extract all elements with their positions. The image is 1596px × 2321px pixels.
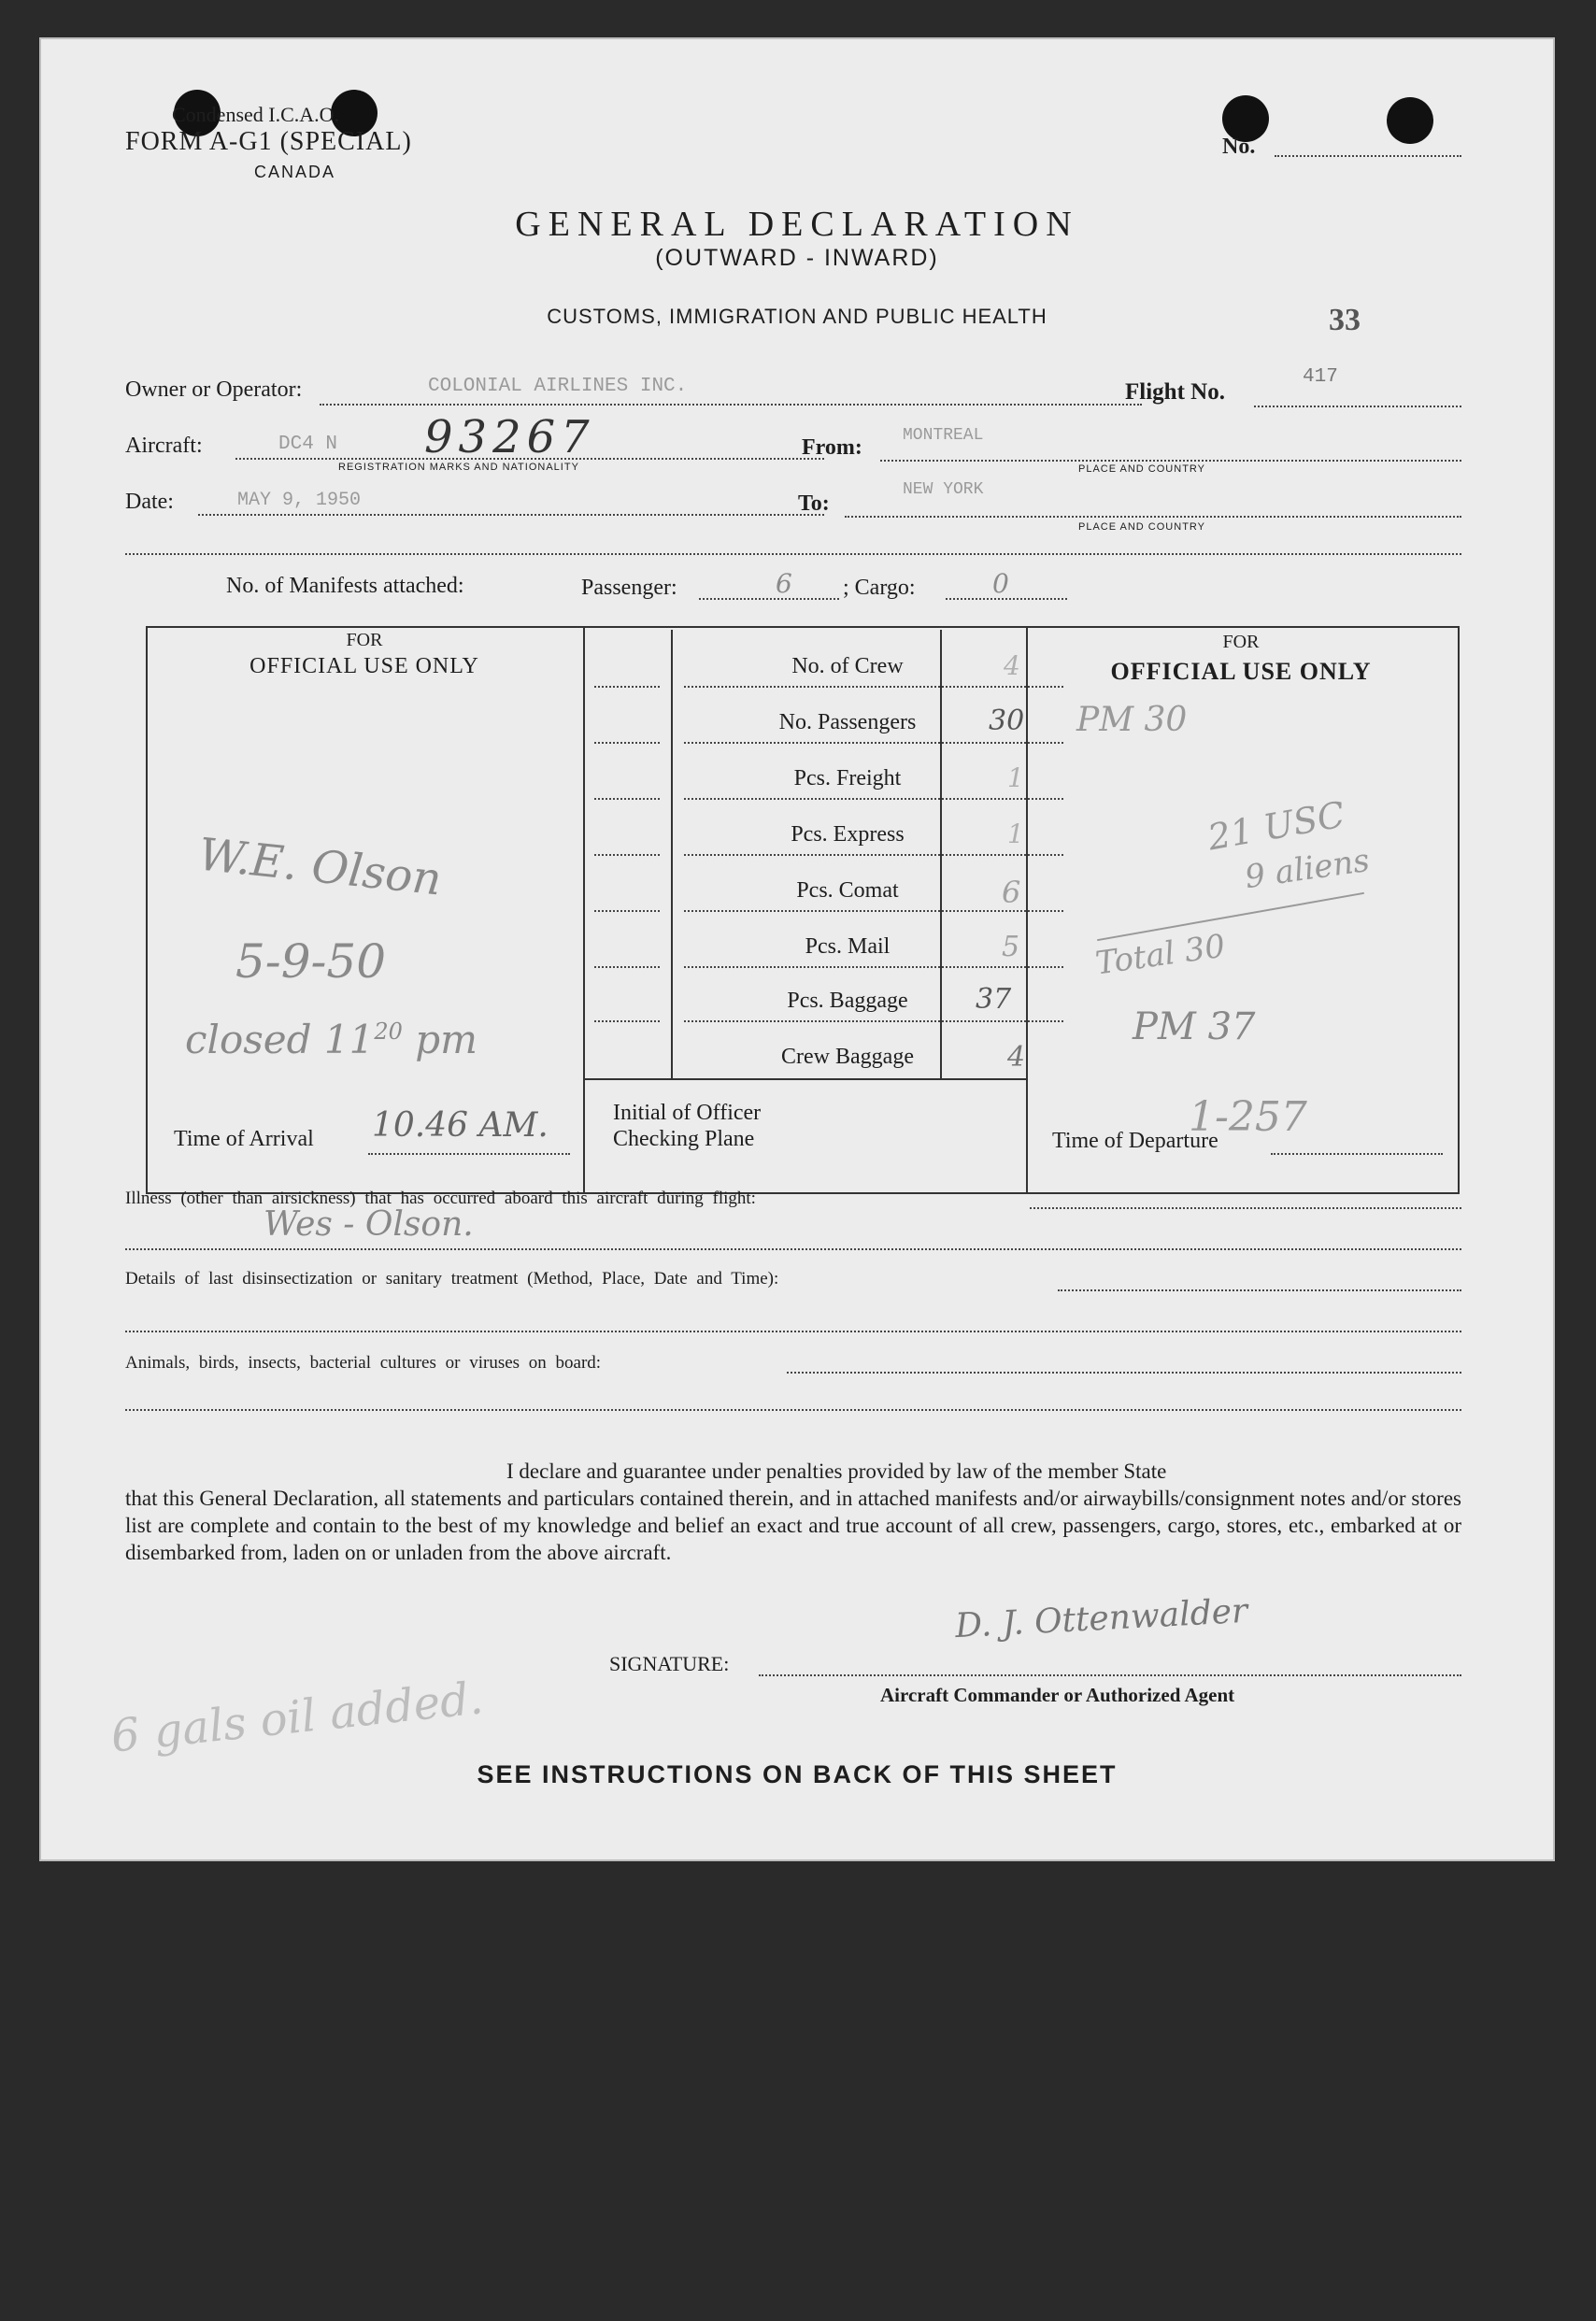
left-for-label: FOR <box>346 630 383 650</box>
note-usc: 21 USC <box>1204 793 1348 859</box>
row-separator <box>684 966 1063 968</box>
illness-value: Wes - Olson. <box>264 1205 474 1244</box>
row-separator <box>594 854 660 856</box>
aircraft-type: DC4 N <box>278 434 338 455</box>
passenger-manifests-value: 6 <box>776 568 792 599</box>
separator-line <box>125 553 1461 555</box>
passenger-label: Passenger: <box>581 576 677 600</box>
form-no-line <box>1275 155 1461 157</box>
closed-note <box>185 1017 477 1062</box>
closed-minutes: 20 <box>374 1018 403 1045</box>
declaration-form <box>39 37 1555 1861</box>
row-label-passengers: No. Passengers <box>778 710 917 734</box>
declaration-first-line: I declare and guarantee under penalties provided by law of the member State <box>506 1460 1167 1483</box>
declaration-body: that this General Declaration, all statements and particulars contained therein, and in attached manifests and/or airwaybills/consignment notes and/or stores list are complete and contain to the best of my knowledge and belief an exact and true account of all crew, passengers, cargo, stores, etc., embarked at or disembarked from, laden on or unladen from the above aircraft. <box>125 1487 1461 1564</box>
to-line <box>845 516 1461 518</box>
row-label-comat: Pcs. Comat <box>796 878 899 903</box>
row-value-crew: 4 <box>1004 650 1020 681</box>
form-title: GENERAL DECLARATION <box>515 205 1079 244</box>
signature-caption: Aircraft Commander or Authorized Agent <box>880 1684 1235 1706</box>
row-label-mail: Pcs. Mail <box>805 934 891 959</box>
table-rows-bottom <box>583 1078 1026 1080</box>
signature-line <box>759 1674 1461 1676</box>
row-value-express: 1 <box>1007 819 1024 849</box>
row-separator <box>594 1020 660 1022</box>
note-pm37: PM 37 <box>1133 1005 1256 1048</box>
from-line <box>880 460 1461 462</box>
row-label-crew: No. of Crew <box>791 654 904 678</box>
row-value-crew-baggage: 4 <box>1007 1041 1026 1074</box>
aircraft-registration: 93267 <box>424 411 595 463</box>
closed-pm: pm <box>415 1017 477 1062</box>
row-separator <box>684 798 1063 800</box>
row-value-comat: 6 <box>1002 875 1021 910</box>
row-separator <box>594 966 660 968</box>
checking-plane-label: Checking Plane <box>613 1127 755 1151</box>
place-caption-from: PLACE AND COUNTRY <box>1078 463 1205 475</box>
row-label-baggage: Pcs. Baggage <box>787 989 908 1013</box>
initial-officer-label: Initial of Officer <box>613 1101 762 1125</box>
illness-label: Illness (other than airsickness) that has occurred aboard this aircraft during flight: <box>125 1189 756 1208</box>
table-divider-right <box>1026 626 1028 1192</box>
time-arrival-label: Time of Arrival <box>174 1127 314 1151</box>
registration-caption: REGISTRATION MARKS AND NATIONALITY <box>338 462 579 473</box>
table-divider-labels <box>671 630 673 1080</box>
row-value-mail: 5 <box>1002 931 1020 963</box>
form-subtitle: (OUTWARD - INWARD) <box>655 245 939 271</box>
row-separator <box>594 686 660 688</box>
row-separator <box>684 854 1063 856</box>
row-separator <box>594 742 660 744</box>
aircraft-label: Aircraft: <box>125 434 203 458</box>
illness-line <box>1030 1207 1461 1209</box>
closed-text: closed 11 <box>185 1017 375 1062</box>
row-separator <box>684 1020 1063 1022</box>
animals-line <box>787 1372 1461 1374</box>
signature-label: SIGNATURE: <box>609 1652 730 1675</box>
time-departure-line <box>1271 1153 1443 1155</box>
owner-value: COLONIAL AIRLINES INC. <box>428 376 688 397</box>
right-official-label: OFFICIAL USE ONLY <box>1110 658 1372 685</box>
note-departure-time: 1-257 <box>1189 1093 1307 1141</box>
disinsect-line-2 <box>125 1331 1461 1332</box>
row-separator <box>684 910 1063 912</box>
flight-value: 417 <box>1303 366 1338 388</box>
illness-line-2 <box>125 1248 1461 1250</box>
officer-signature: W.E. Olson <box>195 828 445 906</box>
manifests-label: No. of Manifests attached: <box>226 574 464 598</box>
owner-label: Owner or Operator: <box>125 377 303 402</box>
note-pm30: PM 30 <box>1076 701 1188 739</box>
animals-line-2 <box>125 1409 1461 1411</box>
row-label-freight: Pcs. Freight <box>793 766 902 790</box>
time-arrival-value: 10.46 AM. <box>372 1106 549 1145</box>
note-aliens: 9 aliens <box>1242 841 1373 897</box>
to-label: To: <box>798 491 830 516</box>
page-number: 33 <box>1329 303 1361 337</box>
officer-date: 5-9-50 <box>235 934 387 989</box>
from-value: MONTREAL <box>903 426 984 445</box>
row-separator <box>594 798 660 800</box>
row-separator <box>594 910 660 912</box>
right-for-label: FOR <box>1222 632 1260 652</box>
condensed-icao: Condensed I.C.A.O. <box>172 103 340 126</box>
row-value-baggage: 37 <box>976 983 1012 1016</box>
cargo-label: ; Cargo: <box>843 576 916 600</box>
passenger-line <box>699 598 839 600</box>
to-value: NEW YORK <box>903 480 984 499</box>
table-divider-left <box>583 626 585 1192</box>
animals-label: Animals, birds, insects, bacterial cultures or viruses on board: <box>125 1353 602 1373</box>
margin-note: 6 gals oil added. <box>108 1672 486 1763</box>
form-country: CANADA <box>254 163 336 181</box>
row-value-freight: 1 <box>1007 762 1024 793</box>
owner-line <box>320 404 1142 406</box>
row-label-express: Pcs. Express <box>791 822 905 847</box>
row-value-passengers: 30 <box>989 705 1025 737</box>
instructions-footer: SEE INSTRUCTIONS ON BACK OF THIS SHEET <box>477 1760 1118 1788</box>
form-no-label: No. <box>1222 135 1256 159</box>
date-label: Date: <box>125 490 174 514</box>
signature-handwriting: D. J. Ottenwalder <box>954 1591 1249 1646</box>
cargo-manifests-value: 0 <box>992 568 1009 599</box>
disinsect-label: Details of last disinsectization or sanitary treatment (Method, Place, Date and Time): <box>125 1269 779 1289</box>
flight-label: Flight No. <box>1125 379 1225 405</box>
disinsect-line <box>1058 1289 1461 1291</box>
punch-hole-icon <box>1387 97 1433 144</box>
date-value: MAY 9, 1950 <box>237 490 362 511</box>
row-label-crew-baggage: Crew Baggage <box>781 1045 914 1069</box>
time-arrival-line <box>368 1153 570 1155</box>
customs-heading: CUSTOMS, IMMIGRATION AND PUBLIC HEALTH <box>547 305 1047 328</box>
flight-line <box>1254 406 1461 407</box>
time-departure-label: Time of Departure <box>1052 1129 1218 1153</box>
note-total: Total 30 <box>1092 927 1228 983</box>
left-official-label: OFFICIAL USE ONLY <box>249 654 479 678</box>
form-number: FORM A-G1 (SPECIAL) <box>125 127 412 156</box>
row-separator <box>684 742 1063 744</box>
place-caption-to: PLACE AND COUNTRY <box>1078 521 1205 533</box>
row-separator <box>684 686 1063 688</box>
from-label: From: <box>802 435 862 460</box>
date-line <box>198 514 824 516</box>
